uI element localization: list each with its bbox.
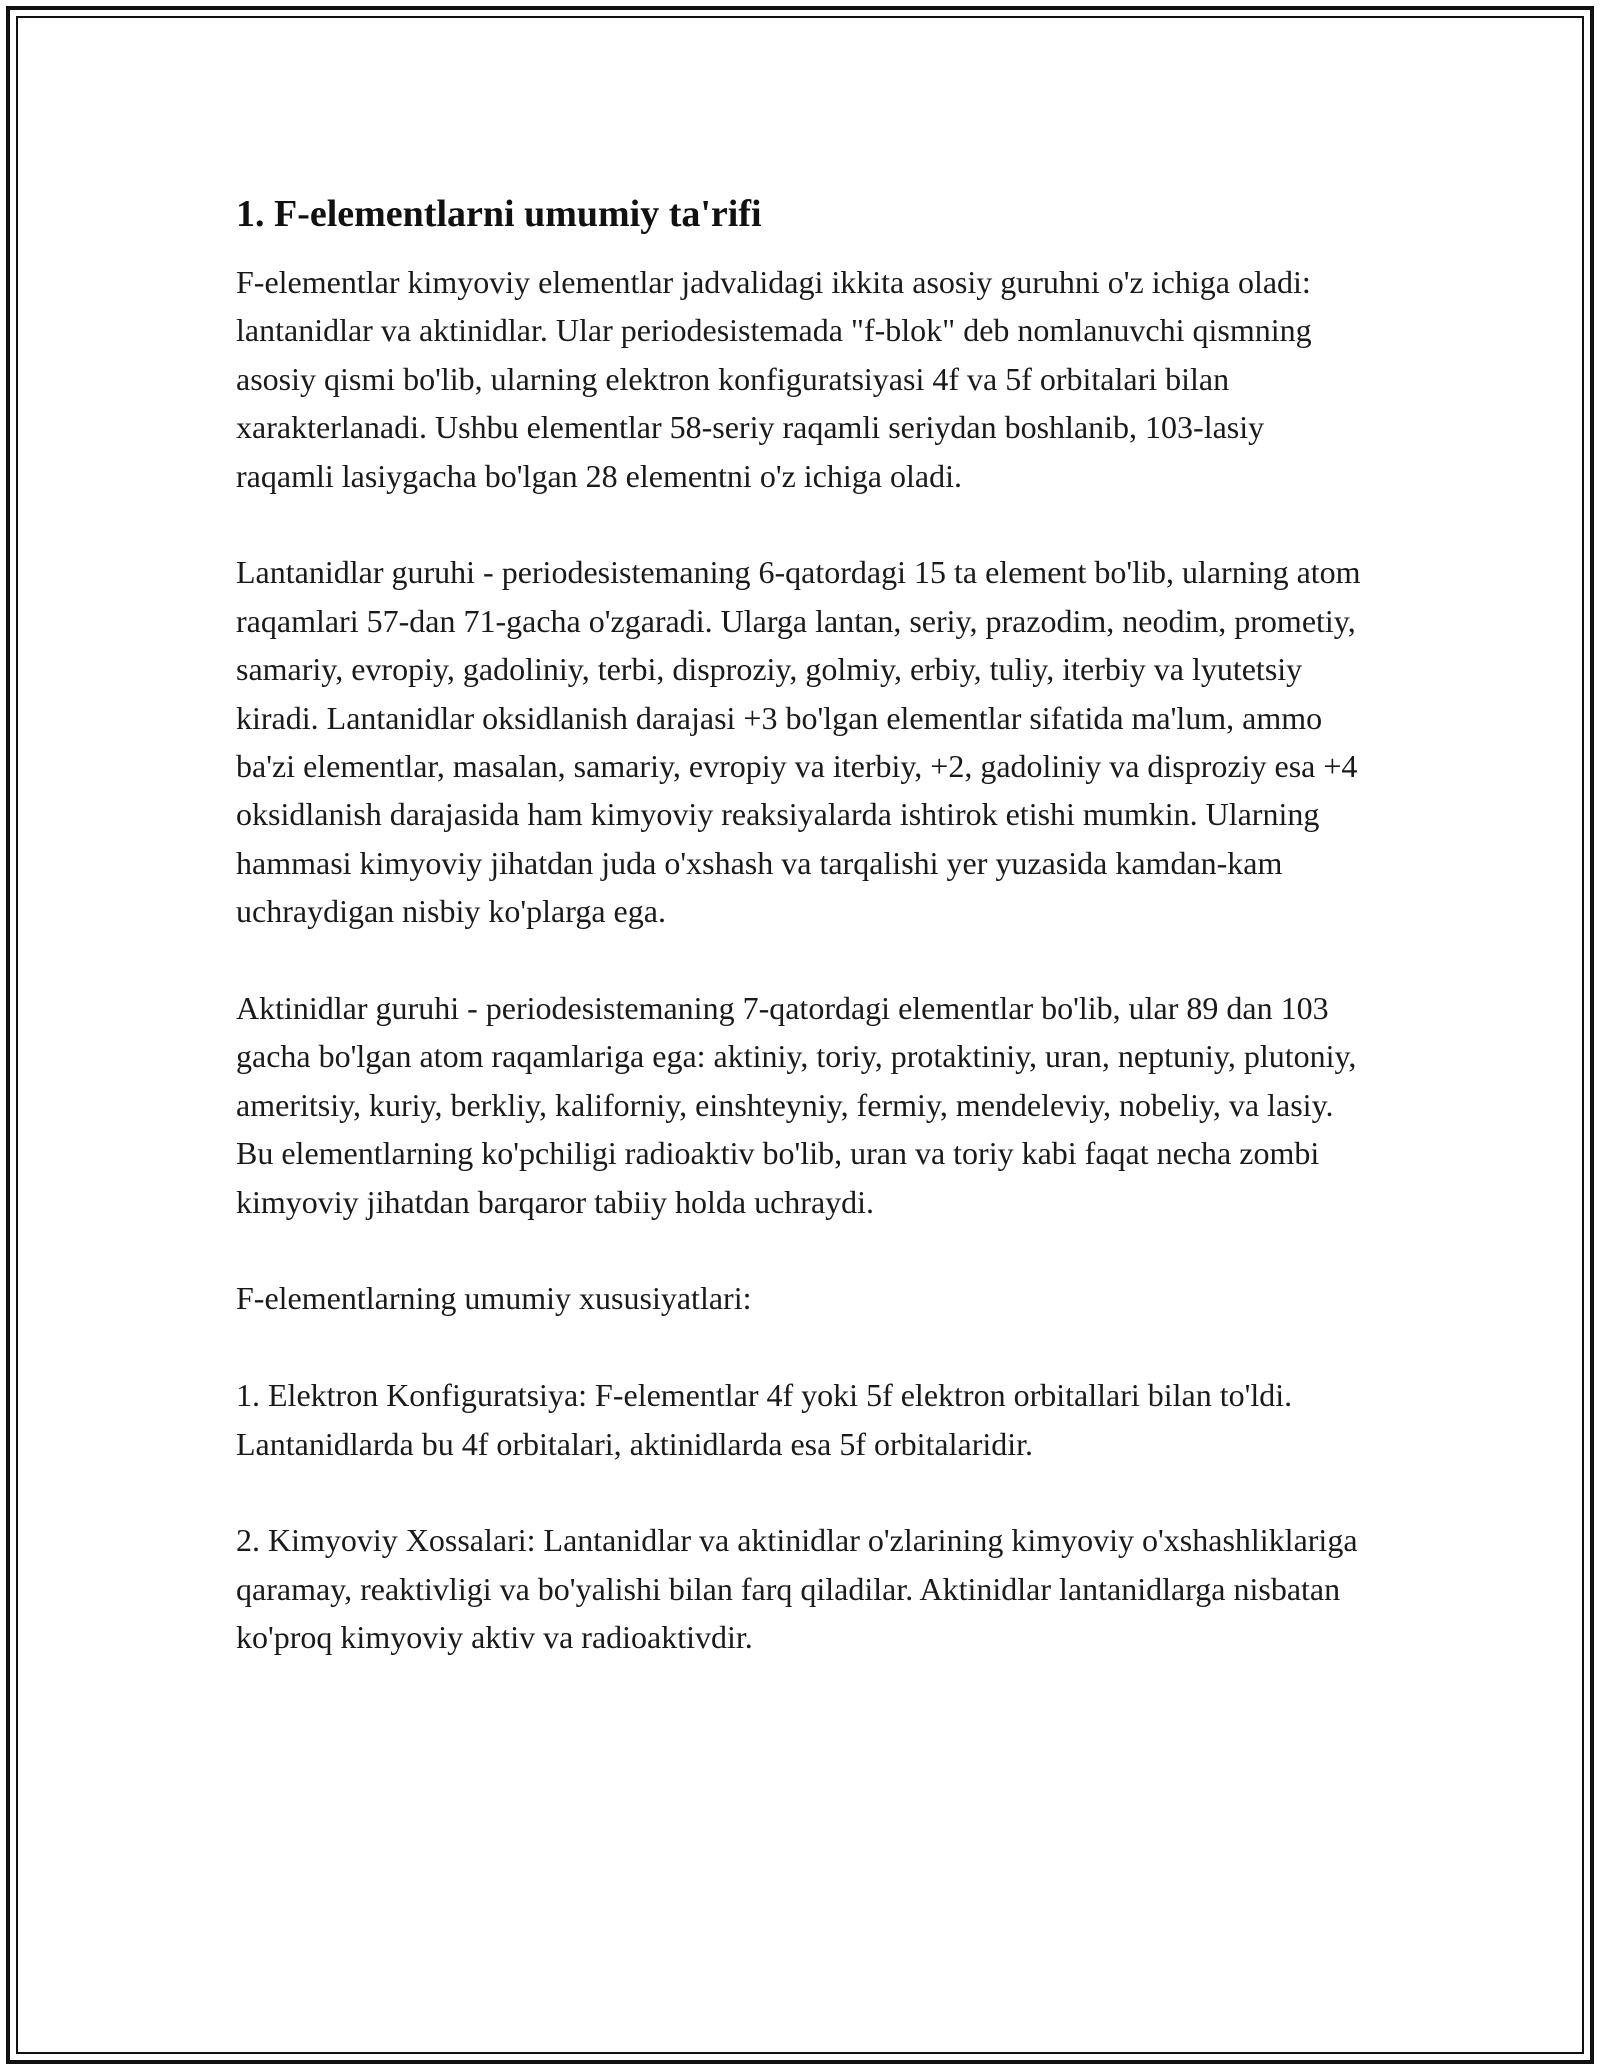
list-item-electron-configuration: 1. Elektron Konfiguratsiya: F-elementlar 4f yoki 5f elektron orbitallari bilan to'ldi. Lantanidlarda bu 4f orbitalari, aktinidlarda esa 5f orbitalaridir. [236, 1377, 1293, 1462]
document-body [236, 188, 1366, 1662]
paragraph-properties-heading: F-elementlarning umumiy xususiyatlari: [236, 1280, 752, 1317]
paragraph-lanthanides: Lantanidlar guruhi - periodesistemaning 6-qatordagi 15 ta element bo'lib, ularning atom raqamlari 57-dan 71-gacha o'zgaradi. Ularga lantan, seriy, prazodim, neodim, prometiy, samariy, evropiy, gadoliniy, terbi, disproziy, golmiy, erbiy, tuliy, iterbiy va lyutetsiy kiradi. Lantanidlar oksidlanish darajasi +3 bo'lgan elementlar sifatida ma'lum, ammo ba'zi elementlar, masalan, samariy, evropiy va iterbiy, +2, gadoliniy va disproziy esa +4 oksidlanish darajasida ham kimyoviy reaksiyalarda ishtirok etishi mumkin. Ularning hammasi kimyoviy jihatdan juda o'xshash va tarqalishi yer yuzasida kamdan-kam uchraydigan nisbiy ko'plarga ega. [236, 554, 1361, 930]
section-heading: 1. F-elementlarni umumiy ta'rifi [236, 193, 762, 235]
list-item-chemical-properties: 2. Kimyoviy Xossalari: Lantanidlar va aktinidlar o'zlarining kimyoviy o'xshashliklariga qaramay, reaktivligi va bo'yalishi bilan farq qiladilar. Aktinidlar lantanidlarga nisbatan ko'proq kimyoviy aktiv va radioaktivdir. [236, 1522, 1358, 1656]
paragraph-intro: F-elementlar kimyoviy elementlar jadvalidagi ikkita asosiy guruhni o'z ichiga oladi: lantanidlar va aktinidlar. Ular periodesistemada "f-blok" deb nomlanuvchi qismning asosiy qismi bo'lib, ularning elektron konfiguratsiyasi 4f va 5f orbitalari bilan xarakterlanadi. Ushbu elementlar 58-seriy raqamli seriydan boshlanib, 103-lasiy raqamli lasiygacha bo'lgan 28 elementni o'z ichiga oladi. [236, 264, 1312, 494]
paragraph-actinides: Aktinidlar guruhi - periodesistemaning 7-qatordagi elementlar bo'lib, ular 89 dan 103 gacha bo'lgan atom raqamlariga ega: aktiniy, toriy, protaktiniy, uran, neptuniy, plutoniy, ameritsiy, kuriy, berkliy, kaliforniy, einshteyniy, fermiy, mendeleviy, nobeliy, va lasiy. Bu elementlarning ko'pchiligi radioaktiv bo'lib, uran va toriy kabi faqat necha zombi kimyoviy jihatdan barqaror tabiiy holda uchraydi. [236, 990, 1357, 1220]
